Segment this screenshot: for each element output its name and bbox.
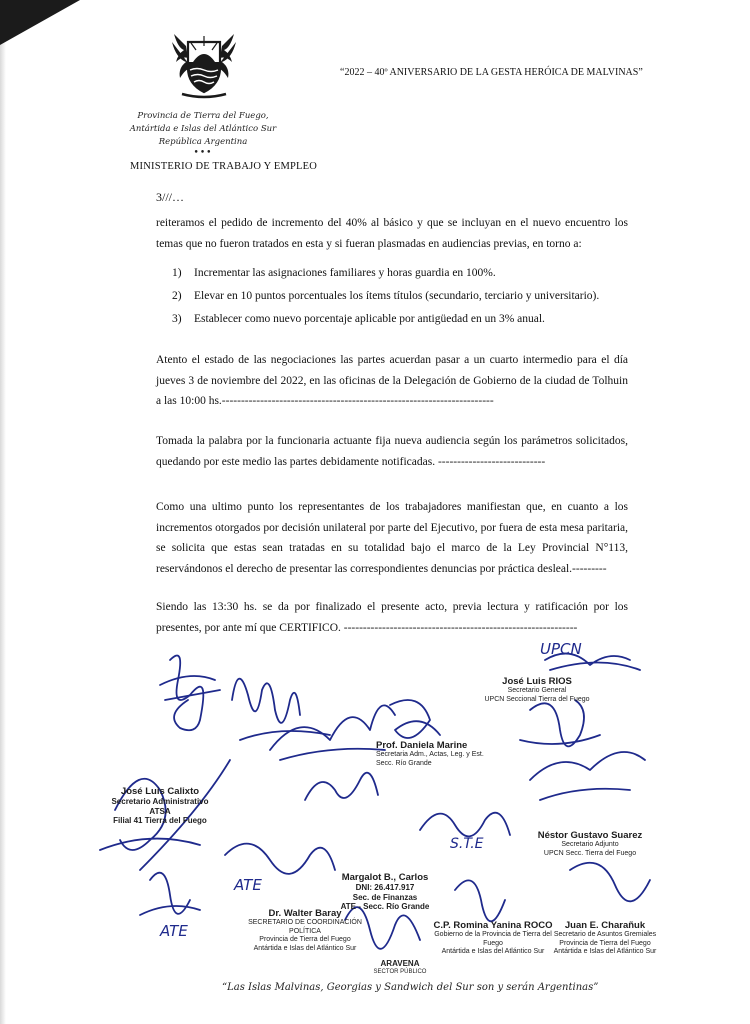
intro-paragraph: reiteramos el pedido de incremento del 40% al básico y que se incluyan en el nuevo encuentro los temas que no fueron tratados en esta y si fueran plasmadas en audiencias previas, en torno a: [156,217,628,250]
ministry-name: MINISTERIO DE TRABAJO Y EMPLEO [130,161,318,172]
province-line-3: República Argentina [158,137,248,147]
stamp-jose-luis-calixto: José Luis Calixto Secretario Administrativo ATSA Filial 41 Tierra del Fuego [111,786,209,825]
signature-9 [420,813,510,837]
handwritten-ate-2: ATE [160,922,188,940]
list-item-number: 3) [172,313,182,325]
province-line-2: Antártida e Islas del Atlántico Sur [129,124,277,134]
list-item-text: Incrementar las asignaciones familiares y horas guardia en 100%. [194,267,496,279]
stamp-romina-roco: C.P. Romina Yanina ROCO Gobierno de la Provincia de Tierra del Fuego Antártida e Islas del Atlántico Sur [433,920,553,955]
list-item [172,285,628,308]
handwritten-upcn-1: UPCN [540,640,582,658]
province-line-1: Provincia de Tierra del Fuego, [137,111,269,121]
stamp-walter-baray: Dr. Walter Baray SECRETARIO DE COORDINACIÓN POLÍTICA Provincia de Tierra del Fuego Antártida e Islas del Atlántico Sur [248,908,362,952]
province-dots: ••• [193,148,213,158]
list-item-text: Establecer como nuevo porcentaje aplicable por antigüedad en un 3% anual. [194,313,545,325]
list-item [172,308,628,331]
signature-12 [225,844,335,874]
new-hearing-paragraph: Tomada la palabra por la funcionaria actuante fija nueva audiencia según los parámetros solicitados, quedando por este medio las partes debidamente notificadas. ---------------------------- [156,435,628,468]
list-item-number: 1) [172,267,182,279]
provincial-coat-of-arms-icon [168,28,240,100]
signature-11 [140,873,200,915]
signature-15 [570,863,650,902]
malvinas-motto-footer: “Las Islas Malvinas, Georgias y Sandwich del Sur son y serán Argentinas” [222,982,599,993]
list-item [172,262,628,285]
signature-14 [455,880,505,921]
signature-4 [390,700,440,738]
stamp-aravena: ARAVENA SECTOR PÚBLICO [373,959,427,975]
requests-list [172,262,628,331]
signatures-area [0,640,750,980]
signature-6 [520,700,600,746]
handwritten-ste: S.T.E [450,836,484,852]
page-reference: 3///… [156,190,185,204]
stamp-margalot-carlos: Margalot B., Carlos DNI: 26.417.917 Sec. de Finanzas ATE - Secc. Río Grande [340,872,430,911]
signature-1b [160,676,220,700]
scan-corner-shadow [0,0,80,45]
signature-8 [305,773,378,800]
stamp-daniela-marine: Prof. Daniela Marine Secretaria Adm., Actas, Leg. y Est. Secc. Río Grande [376,740,484,767]
stamp-nestor-gustavo-suarez: Néstor Gustavo Suarez Secretario Adjunto UPCN Secc. Tierra del Fuego [537,830,643,857]
handwritten-ate-1: ATE [234,876,262,894]
stamp-jose-luis-rios: José Luis RIOS Secretario General UPCN Seccional Tierra del Fuego [484,676,590,703]
last-point-paragraph: Como una ultimo punto los representantes de los trabajadores manifiestan que, en cuanto a los incrementos otorgados por decisión unilateral por parte del Ejecutivo, por fuera de esta mesa paritaria, se solicita que estas sean tratadas en su totalidad bajo el marco de la Ley Provincial N°113, reservándonos el derecho de presentar las correspondientes denuncias por práctica desleal.--------- [156,501,628,575]
signature-1 [170,656,203,731]
closing-paragraph: Siendo las 13:30 hs. se da por finalizado el presente acto, previa lectura y ratificación por los presentes, por ante mí que CERTIFICO. ------------------------------------------------------------- [156,601,628,634]
signature-2 [232,679,330,740]
province-name-block [128,110,278,157]
stamp-juan-charanuk: Juan E. Charañuk Secretario de Asuntos Gremiales Provincia de Tierra del Fuego Antártida e Islas del Atlántico Sur [553,920,657,955]
list-item-text: Elevar en 10 puntos porcentuales los ítems títulos (secundario, terciario y universitario). [194,290,600,302]
next-meeting-paragraph: Atento el estado de las negociaciones las partes acuerdan pasar a un cuarto intermedio para el día jueves 3 de noviembre del 2022, en las oficinas de la Delegación de Gobierno de la ciudad de Tolhuin a las 10:00 hs.----------------------------------------------------------------------- [156,354,628,407]
signature-10 [530,752,645,800]
list-item-number: 2) [172,290,182,302]
anniversary-motto-header: “2022 – 40º ANIVERSARIO DE LA GESTA HERÓICA DE MALVINAS” [340,67,643,78]
